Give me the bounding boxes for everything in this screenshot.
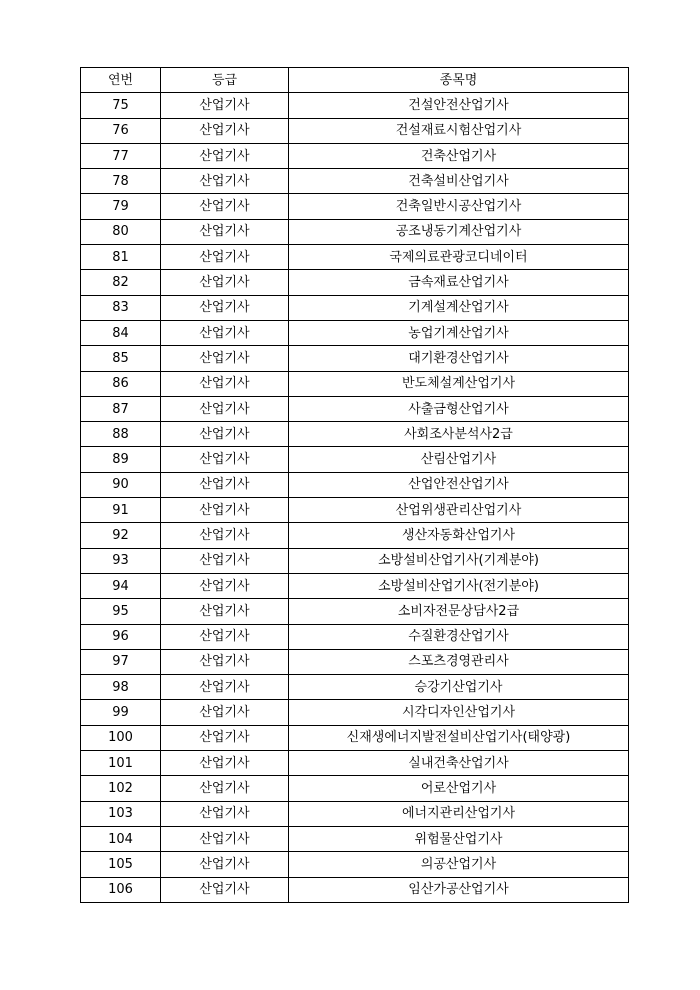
row-number-cell: 96 <box>81 624 161 649</box>
row-grade-cell: 산업기사 <box>161 396 289 421</box>
row-number-cell: 77 <box>81 143 161 168</box>
row-grade-cell: 산업기사 <box>161 422 289 447</box>
row-number-cell: 104 <box>81 826 161 851</box>
row-name-cell: 공조냉동기계산업기사 <box>289 219 629 244</box>
row-number-cell: 81 <box>81 245 161 270</box>
table-row <box>81 245 629 270</box>
row-grade-cell: 산업기사 <box>161 573 289 598</box>
row-number-cell: 86 <box>81 371 161 396</box>
row-name-cell: 기계설계산업기사 <box>289 295 629 320</box>
row-grade-cell: 산업기사 <box>161 270 289 295</box>
table-row <box>81 599 629 624</box>
row-number-cell: 75 <box>81 93 161 118</box>
row-number-cell: 94 <box>81 573 161 598</box>
table-row <box>81 548 629 573</box>
table-row <box>81 675 629 700</box>
row-name-cell: 에너지관리산업기사 <box>289 801 629 826</box>
row-number-cell: 95 <box>81 599 161 624</box>
header-name: 종목명 <box>289 68 629 93</box>
table-row <box>81 776 629 801</box>
row-grade-cell: 산업기사 <box>161 599 289 624</box>
row-name-cell: 국제의료관광코디네이터 <box>289 245 629 270</box>
row-name-cell: 생산자동화산업기사 <box>289 523 629 548</box>
row-number-cell: 79 <box>81 194 161 219</box>
row-name-cell: 건설재료시험산업기사 <box>289 118 629 143</box>
row-number-cell: 84 <box>81 320 161 345</box>
row-number-cell: 89 <box>81 447 161 472</box>
row-name-cell: 반도체설계산업기사 <box>289 371 629 396</box>
row-grade-cell: 산업기사 <box>161 143 289 168</box>
table-row <box>81 194 629 219</box>
row-grade-cell: 산업기사 <box>161 194 289 219</box>
table-row <box>81 93 629 118</box>
row-grade-cell: 산업기사 <box>161 877 289 902</box>
table-row <box>81 498 629 523</box>
row-name-cell: 시각디자인산업기사 <box>289 700 629 725</box>
table-header <box>81 68 629 93</box>
row-grade-cell: 산업기사 <box>161 245 289 270</box>
table-row <box>81 118 629 143</box>
row-number-cell: 78 <box>81 169 161 194</box>
table-row <box>81 219 629 244</box>
row-number-cell: 101 <box>81 751 161 776</box>
row-number-cell: 76 <box>81 118 161 143</box>
row-grade-cell: 산업기사 <box>161 826 289 851</box>
header-row <box>81 68 629 93</box>
row-name-cell: 소방설비산업기사(기계분야) <box>289 548 629 573</box>
row-number-cell: 85 <box>81 346 161 371</box>
row-grade-cell: 산업기사 <box>161 675 289 700</box>
row-number-cell: 100 <box>81 725 161 750</box>
row-grade-cell: 산업기사 <box>161 346 289 371</box>
row-name-cell: 농업기계산업기사 <box>289 320 629 345</box>
row-name-cell: 산업위생관리산업기사 <box>289 498 629 523</box>
row-name-cell: 사출금형산업기사 <box>289 396 629 421</box>
table-row <box>81 852 629 877</box>
row-grade-cell: 산업기사 <box>161 523 289 548</box>
row-number-cell: 97 <box>81 649 161 674</box>
row-number-cell: 105 <box>81 852 161 877</box>
row-number-cell: 87 <box>81 396 161 421</box>
row-number-cell: 99 <box>81 700 161 725</box>
row-number-cell: 103 <box>81 801 161 826</box>
row-grade-cell: 산업기사 <box>161 776 289 801</box>
row-grade-cell: 산업기사 <box>161 801 289 826</box>
row-grade-cell: 산업기사 <box>161 295 289 320</box>
row-number-cell: 91 <box>81 498 161 523</box>
row-grade-cell: 산업기사 <box>161 219 289 244</box>
row-name-cell: 건설안전산업기사 <box>289 93 629 118</box>
table-row <box>81 472 629 497</box>
row-name-cell: 임산가공산업기사 <box>289 877 629 902</box>
row-name-cell: 소방설비산업기사(전기분야) <box>289 573 629 598</box>
row-grade-cell: 산업기사 <box>161 548 289 573</box>
table-row <box>81 295 629 320</box>
row-name-cell: 산업안전산업기사 <box>289 472 629 497</box>
table-row <box>81 346 629 371</box>
table-row <box>81 270 629 295</box>
table-row <box>81 320 629 345</box>
row-name-cell: 의공산업기사 <box>289 852 629 877</box>
table-row <box>81 877 629 902</box>
row-grade-cell: 산업기사 <box>161 320 289 345</box>
row-grade-cell: 산업기사 <box>161 371 289 396</box>
row-number-cell: 80 <box>81 219 161 244</box>
row-grade-cell: 산업기사 <box>161 624 289 649</box>
row-number-cell: 93 <box>81 548 161 573</box>
table-row <box>81 801 629 826</box>
table-row <box>81 624 629 649</box>
row-name-cell: 소비자전문상담사2급 <box>289 599 629 624</box>
table-row <box>81 523 629 548</box>
row-name-cell: 승강기산업기사 <box>289 675 629 700</box>
row-grade-cell: 산업기사 <box>161 447 289 472</box>
table-row <box>81 396 629 421</box>
table-row <box>81 422 629 447</box>
row-grade-cell: 산업기사 <box>161 169 289 194</box>
row-number-cell: 88 <box>81 422 161 447</box>
row-number-cell: 90 <box>81 472 161 497</box>
table-row <box>81 700 629 725</box>
row-grade-cell: 산업기사 <box>161 852 289 877</box>
row-grade-cell: 산업기사 <box>161 725 289 750</box>
table-row <box>81 169 629 194</box>
table-row <box>81 573 629 598</box>
row-number-cell: 102 <box>81 776 161 801</box>
table-row <box>81 143 629 168</box>
row-grade-cell: 산업기사 <box>161 498 289 523</box>
header-grade: 등급 <box>161 68 289 93</box>
qualification-table <box>80 67 629 903</box>
table-body <box>81 93 629 903</box>
table-row <box>81 751 629 776</box>
row-number-cell: 92 <box>81 523 161 548</box>
table-row <box>81 725 629 750</box>
row-grade-cell: 산업기사 <box>161 700 289 725</box>
row-name-cell: 어로산업기사 <box>289 776 629 801</box>
row-name-cell: 실내건축산업기사 <box>289 751 629 776</box>
row-name-cell: 건축산업기사 <box>289 143 629 168</box>
row-name-cell: 스포츠경영관리사 <box>289 649 629 674</box>
row-name-cell: 사회조사분석사2급 <box>289 422 629 447</box>
row-name-cell: 신재생에너지발전설비산업기사(태양광) <box>289 725 629 750</box>
row-number-cell: 82 <box>81 270 161 295</box>
row-number-cell: 98 <box>81 675 161 700</box>
row-grade-cell: 산업기사 <box>161 118 289 143</box>
row-name-cell: 건축설비산업기사 <box>289 169 629 194</box>
row-grade-cell: 산업기사 <box>161 649 289 674</box>
table-row <box>81 447 629 472</box>
row-name-cell: 수질환경산업기사 <box>289 624 629 649</box>
row-number-cell: 83 <box>81 295 161 320</box>
row-name-cell: 산림산업기사 <box>289 447 629 472</box>
row-name-cell: 금속재료산업기사 <box>289 270 629 295</box>
row-grade-cell: 산업기사 <box>161 93 289 118</box>
table-row <box>81 649 629 674</box>
header-no: 연번 <box>81 68 161 93</box>
row-grade-cell: 산업기사 <box>161 472 289 497</box>
row-name-cell: 건축일반시공산업기사 <box>289 194 629 219</box>
table-row <box>81 371 629 396</box>
table-row <box>81 826 629 851</box>
row-number-cell: 106 <box>81 877 161 902</box>
row-grade-cell: 산업기사 <box>161 751 289 776</box>
row-name-cell: 대기환경산업기사 <box>289 346 629 371</box>
row-name-cell: 위험물산업기사 <box>289 826 629 851</box>
